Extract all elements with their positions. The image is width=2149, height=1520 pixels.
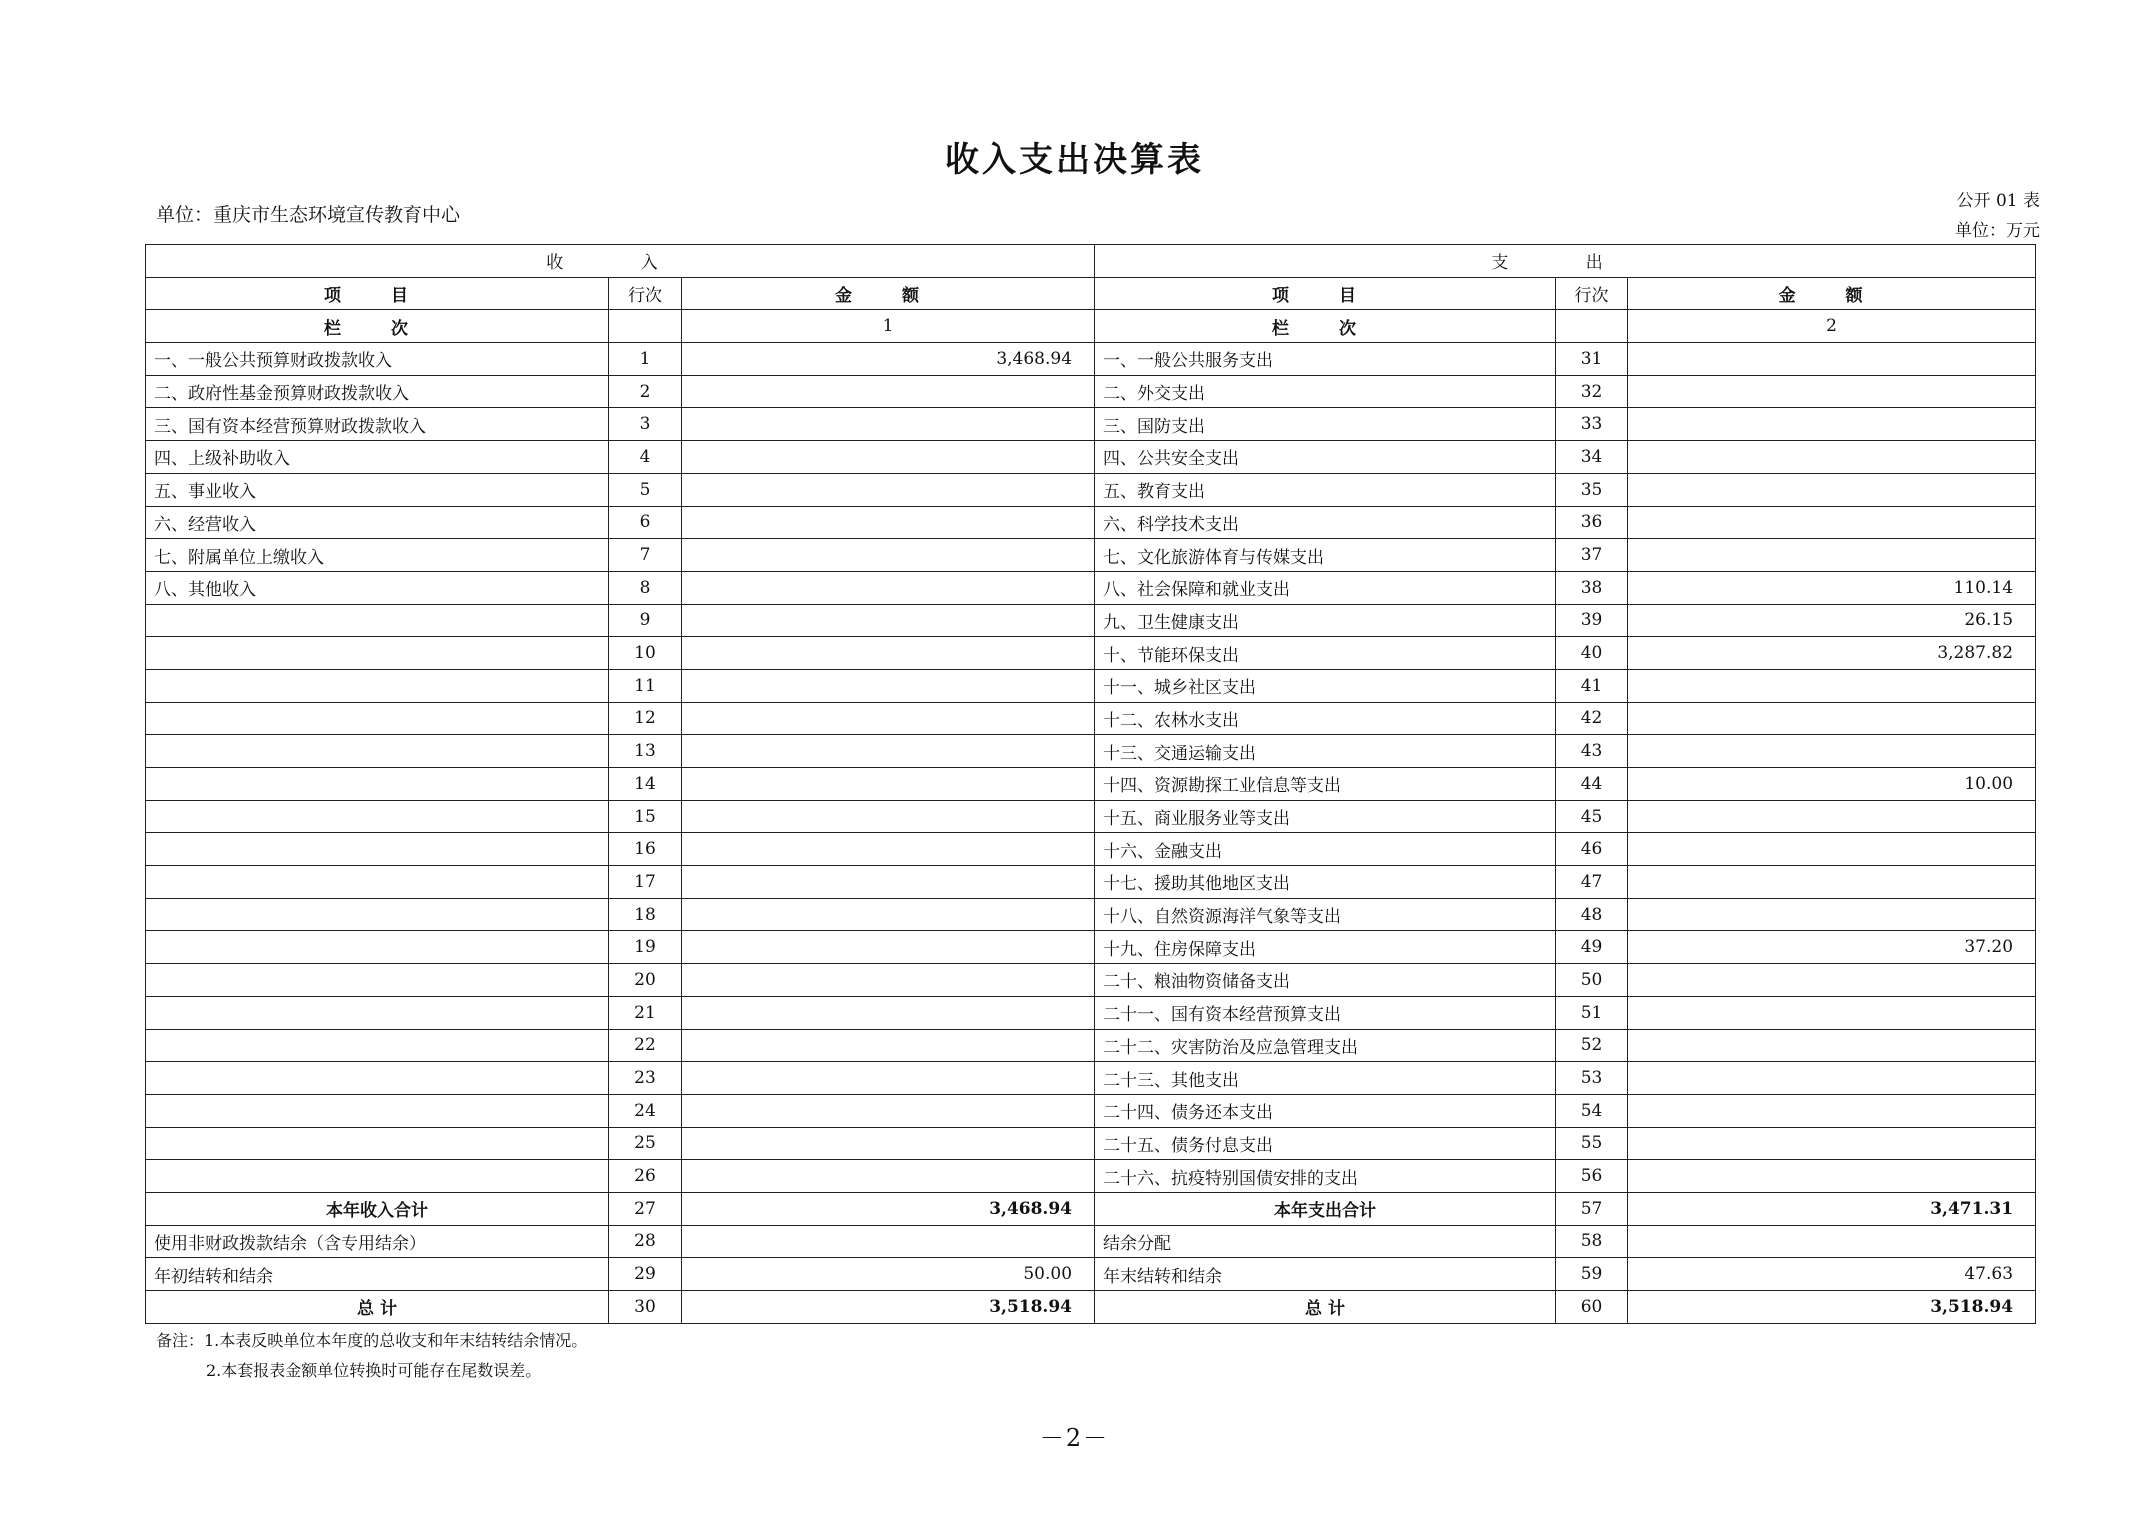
expense-amount [1628, 964, 2036, 997]
expense-row-no: 36 [1556, 506, 1628, 539]
table-row [146, 1160, 2036, 1193]
income-total-amount: 3,468.94 [682, 1192, 1095, 1225]
expense-row-no: 48 [1556, 898, 1628, 931]
income-row-no: 3 [609, 408, 682, 441]
table-row [146, 1094, 2036, 1127]
expense-amount [1628, 1062, 2036, 1095]
column-header-row [146, 277, 2036, 310]
income-amount [682, 898, 1095, 931]
expense-amount [1628, 441, 2036, 474]
total-row [146, 1225, 2036, 1258]
income-item [146, 866, 609, 899]
table-row [146, 866, 2036, 899]
table-row [146, 1127, 2036, 1160]
income-amount [682, 735, 1095, 768]
expense-row-no: 42 [1556, 702, 1628, 735]
expense-item: 四、公共安全支出 [1095, 441, 1556, 474]
income-item: 一、一般公共预算财政拨款收入 [146, 343, 609, 376]
note-2: 2.本套报表金额单位转换时可能存在尾数误差。 [206, 1361, 542, 1380]
table-row [146, 964, 2036, 997]
income-item [146, 898, 609, 931]
expense-row-no: 31 [1556, 343, 1628, 376]
section-header-row [146, 245, 2036, 278]
table-row [146, 898, 2036, 931]
income-total-amount [682, 1225, 1095, 1258]
income-item [146, 702, 609, 735]
expense-item: 二十六、抗疫特别国债安排的支出 [1095, 1160, 1556, 1193]
income-column-index: 1 [682, 310, 1095, 343]
expense-amount [1628, 833, 2036, 866]
income-item: 五、事业收入 [146, 473, 609, 506]
income-item [146, 1062, 609, 1095]
income-item: 八、其他收入 [146, 571, 609, 604]
expense-item: 十六、金融支出 [1095, 833, 1556, 866]
column-index-row [146, 310, 2036, 343]
expense-row-no: 40 [1556, 637, 1628, 670]
income-item [146, 637, 609, 670]
total-row [146, 1291, 2036, 1324]
income-row-no: 11 [609, 669, 682, 702]
income-row-no: 16 [609, 833, 682, 866]
expense-amount [1628, 375, 2036, 408]
expense-amount [1628, 898, 2036, 931]
income-row-no: 24 [609, 1094, 682, 1127]
income-row-no: 6 [609, 506, 682, 539]
expense-row-no: 43 [1556, 735, 1628, 768]
income-row-no: 15 [609, 800, 682, 833]
income-amount [682, 931, 1095, 964]
table-row [146, 931, 2036, 964]
expense-item: 十七、援助其他地区支出 [1095, 866, 1556, 899]
expense-amount [1628, 408, 2036, 441]
income-amount [682, 1160, 1095, 1193]
table-row [146, 833, 2036, 866]
income-item-header: 项 目 [146, 277, 609, 310]
income-amount [682, 1029, 1095, 1062]
income-row-no: 1 [609, 343, 682, 376]
income-amount [682, 866, 1095, 899]
income-amount [682, 833, 1095, 866]
income-row-no: 17 [609, 866, 682, 899]
expense-amount [1628, 996, 2036, 1029]
expense-amount [1628, 1029, 2036, 1062]
income-row-no: 4 [609, 441, 682, 474]
income-total-label: 本年收入合计 [146, 1192, 609, 1225]
expense-item: 三、国防支出 [1095, 408, 1556, 441]
table-row [146, 375, 2036, 408]
income-item [146, 964, 609, 997]
income-item [146, 669, 609, 702]
expense-row-no: 52 [1556, 1029, 1628, 1062]
expense-amount-header: 金 额 [1628, 277, 2036, 310]
expense-item: 二十四、债务还本支出 [1095, 1094, 1556, 1127]
income-section-header: 收 入 [146, 245, 1095, 278]
expense-total-label: 结余分配 [1095, 1225, 1556, 1258]
total-row [146, 1258, 2036, 1291]
expense-amount [1628, 1127, 2036, 1160]
income-total-label: 年初结转和结余 [146, 1258, 609, 1291]
expense-column-no-label: 栏 次 [1095, 310, 1556, 343]
income-row-no: 12 [609, 702, 682, 735]
form-number: 公开 01 表 [1956, 191, 2040, 211]
income-row-no: 14 [609, 768, 682, 801]
income-amount [682, 604, 1095, 637]
expense-column-index: 2 [1628, 310, 2036, 343]
expense-amount [1628, 800, 2036, 833]
table-row [146, 473, 2036, 506]
income-item [146, 996, 609, 1029]
expense-total-amount: 3,518.94 [1628, 1291, 2036, 1324]
income-row-no: 30 [609, 1291, 682, 1324]
expense-row-no: 57 [1556, 1192, 1628, 1225]
income-row-no: 19 [609, 931, 682, 964]
expense-amount: 26.15 [1628, 604, 2036, 637]
reporting-unit: 单位：重庆市生态环境宣传教育中心 [156, 204, 461, 226]
expense-row-no: 34 [1556, 441, 1628, 474]
expense-item: 十五、商业服务业等支出 [1095, 800, 1556, 833]
expense-row-no: 56 [1556, 1160, 1628, 1193]
income-amount [682, 408, 1095, 441]
expense-item: 七、文化旅游体育与传媒支出 [1095, 539, 1556, 572]
table-row [146, 669, 2036, 702]
income-row-no: 28 [609, 1225, 682, 1258]
expense-row-no: 47 [1556, 866, 1628, 899]
income-total-amount: 3,518.94 [682, 1291, 1095, 1324]
table-row [146, 506, 2036, 539]
income-total-amount: 50.00 [682, 1258, 1095, 1291]
expense-amount: 3,287.82 [1628, 637, 2036, 670]
table-row [146, 800, 2036, 833]
expense-total-label: 总 计 [1095, 1291, 1556, 1324]
income-item [146, 1029, 609, 1062]
expense-amount [1628, 539, 2036, 572]
income-row-no: 8 [609, 571, 682, 604]
income-item [146, 1160, 609, 1193]
income-amount [682, 375, 1095, 408]
income-item [146, 735, 609, 768]
expense-item: 二十五、债务付息支出 [1095, 1127, 1556, 1160]
income-row-no-header: 行次 [609, 277, 682, 310]
income-row-no: 22 [609, 1029, 682, 1062]
expense-row-no: 33 [1556, 408, 1628, 441]
expense-row-no: 35 [1556, 473, 1628, 506]
expense-row-no-header: 行次 [1556, 277, 1628, 310]
income-amount [682, 669, 1095, 702]
table-row [146, 996, 2036, 1029]
note-1: 备注：1.本表反映单位本年度的总收支和年末结转结余情况。 [156, 1331, 588, 1350]
expense-amount: 110.14 [1628, 571, 2036, 604]
income-column-no-blank [609, 310, 682, 343]
currency-unit: 单位：万元 [1955, 221, 2040, 241]
table-row [146, 408, 2036, 441]
income-amount [682, 964, 1095, 997]
income-row-no: 13 [609, 735, 682, 768]
table-row [146, 441, 2036, 474]
income-amount [682, 539, 1095, 572]
expense-item: 二十三、其他支出 [1095, 1062, 1556, 1095]
income-total-label: 使用非财政拨款结余（含专用结余） [146, 1225, 609, 1258]
expense-amount: 10.00 [1628, 768, 2036, 801]
income-amount [682, 1127, 1095, 1160]
expense-amount [1628, 702, 2036, 735]
expense-row-no: 54 [1556, 1094, 1628, 1127]
income-row-no: 20 [609, 964, 682, 997]
income-item [146, 604, 609, 637]
expense-item: 十四、资源勘探工业信息等支出 [1095, 768, 1556, 801]
expense-amount [1628, 473, 2036, 506]
expense-row-no: 58 [1556, 1225, 1628, 1258]
expense-item: 九、卫生健康支出 [1095, 604, 1556, 637]
expense-amount [1628, 1160, 2036, 1193]
income-item [146, 833, 609, 866]
income-row-no: 5 [609, 473, 682, 506]
income-amount [682, 702, 1095, 735]
income-item: 四、上级补助收入 [146, 441, 609, 474]
income-amount [682, 1094, 1095, 1127]
expense-row-no: 45 [1556, 800, 1628, 833]
expense-item-header: 项 目 [1095, 277, 1556, 310]
income-row-no: 18 [609, 898, 682, 931]
income-row-no: 23 [609, 1062, 682, 1095]
expense-row-no: 53 [1556, 1062, 1628, 1095]
income-item [146, 768, 609, 801]
expense-item: 二、外交支出 [1095, 375, 1556, 408]
expense-amount [1628, 343, 2036, 376]
expense-row-no: 37 [1556, 539, 1628, 572]
expense-total-label: 年末结转和结余 [1095, 1258, 1556, 1291]
expense-row-no: 51 [1556, 996, 1628, 1029]
expense-item: 十一、城乡社区支出 [1095, 669, 1556, 702]
income-total-label: 总 计 [146, 1291, 609, 1324]
expense-row-no: 60 [1556, 1291, 1628, 1324]
expense-row-no: 32 [1556, 375, 1628, 408]
expense-item: 十九、住房保障支出 [1095, 931, 1556, 964]
income-row-no: 7 [609, 539, 682, 572]
income-amount [682, 441, 1095, 474]
income-amount: 3,468.94 [682, 343, 1095, 376]
expense-total-amount: 3,471.31 [1628, 1192, 2036, 1225]
expense-item: 二十、粮油物资储备支出 [1095, 964, 1556, 997]
income-amount [682, 996, 1095, 1029]
expense-total-label: 本年支出合计 [1095, 1192, 1556, 1225]
income-row-no: 9 [609, 604, 682, 637]
notes [156, 1326, 587, 1386]
expense-row-no: 44 [1556, 768, 1628, 801]
expense-row-no: 46 [1556, 833, 1628, 866]
income-amount [682, 571, 1095, 604]
expense-row-no: 55 [1556, 1127, 1628, 1160]
expense-section-header: 支 出 [1095, 245, 2036, 278]
expense-amount [1628, 1094, 2036, 1127]
table-row [146, 735, 2036, 768]
expense-row-no: 41 [1556, 669, 1628, 702]
table-row [146, 604, 2036, 637]
table-row [146, 571, 2036, 604]
expense-total-amount: 47.63 [1628, 1258, 2036, 1291]
income-row-no: 27 [609, 1192, 682, 1225]
expense-item: 十二、农林水支出 [1095, 702, 1556, 735]
expense-item: 六、科学技术支出 [1095, 506, 1556, 539]
income-row-no: 26 [609, 1160, 682, 1193]
table-row [146, 1029, 2036, 1062]
expense-total-amount [1628, 1225, 2036, 1258]
expense-item: 十、节能环保支出 [1095, 637, 1556, 670]
expense-row-no: 39 [1556, 604, 1628, 637]
income-item: 三、国有资本经营预算财政拨款收入 [146, 408, 609, 441]
income-amount-header: 金 额 [682, 277, 1095, 310]
page-number: －2－ [1039, 1424, 1110, 1452]
expense-column-no-blank [1556, 310, 1628, 343]
expense-row-no: 59 [1556, 1258, 1628, 1291]
income-item [146, 931, 609, 964]
income-row-no: 25 [609, 1127, 682, 1160]
expense-row-no: 38 [1556, 571, 1628, 604]
income-amount [682, 800, 1095, 833]
table-row [146, 702, 2036, 735]
income-column-no-label: 栏 次 [146, 310, 609, 343]
expense-item: 十三、交通运输支出 [1095, 735, 1556, 768]
expense-amount [1628, 735, 2036, 768]
table-row [146, 637, 2036, 670]
income-item: 六、经营收入 [146, 506, 609, 539]
expense-item: 八、社会保障和就业支出 [1095, 571, 1556, 604]
income-amount [682, 473, 1095, 506]
table-row [146, 1062, 2036, 1095]
expense-item: 一、一般公共服务支出 [1095, 343, 1556, 376]
expense-amount: 37.20 [1628, 931, 2036, 964]
income-row-no: 2 [609, 375, 682, 408]
expense-item: 二十一、国有资本经营预算支出 [1095, 996, 1556, 1029]
page-title: 收入支出决算表 [945, 140, 1204, 180]
income-amount [682, 1062, 1095, 1095]
income-item: 二、政府性基金预算财政拨款收入 [146, 375, 609, 408]
expense-amount [1628, 866, 2036, 899]
income-row-no: 29 [609, 1258, 682, 1291]
income-amount [682, 506, 1095, 539]
expense-item: 五、教育支出 [1095, 473, 1556, 506]
table-row [146, 768, 2036, 801]
income-row-no: 21 [609, 996, 682, 1029]
income-item [146, 800, 609, 833]
income-expense-table [145, 244, 2036, 1324]
income-amount [682, 637, 1095, 670]
expense-item: 十八、自然资源海洋气象等支出 [1095, 898, 1556, 931]
total-row [146, 1192, 2036, 1225]
expense-amount [1628, 669, 2036, 702]
expense-row-no: 49 [1556, 931, 1628, 964]
income-item: 七、附属单位上缴收入 [146, 539, 609, 572]
table-row [146, 539, 2036, 572]
income-row-no: 10 [609, 637, 682, 670]
expense-amount [1628, 506, 2036, 539]
income-item [146, 1127, 609, 1160]
expense-row-no: 50 [1556, 964, 1628, 997]
expense-item: 二十二、灾害防治及应急管理支出 [1095, 1029, 1556, 1062]
income-amount [682, 768, 1095, 801]
table-row [146, 343, 2036, 376]
income-item [146, 1094, 609, 1127]
